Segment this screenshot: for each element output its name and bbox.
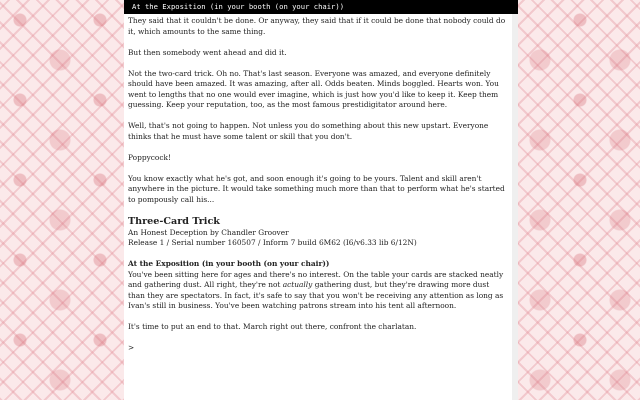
story-paragraph: But then somebody went ahead and did it. <box>128 47 287 57</box>
story-window[interactable] <box>124 14 518 400</box>
story-paragraph: Well, that's not going to happen. Not unless you do something about this new upstart. Everyone thinks that he must have some talent or skill that you don't. <box>128 121 489 141</box>
command-prompt[interactable] <box>128 343 508 354</box>
room-description-part: gathering dust, but they're drawing more dust than they are spectators. In fact, it's safe to say that you won't be receiving any attention as long as Ivan's still in business. You've been watching patrons stream into his tent all afternoon. <box>128 280 504 310</box>
game-byline: An Honest Deception by Chandler Groover <box>128 227 289 237</box>
story-paragraph: It's time to put an end to that. March right out there, confront the charlatan. <box>128 322 417 331</box>
story-paragraph: Poppycock! <box>128 152 171 162</box>
room-description <box>128 270 508 312</box>
game-title: Three-Card Trick <box>128 215 220 227</box>
room-description-part: You've been sitting here for ages and there's no interest. On the table your cards are stacked neatly and gathering dust. All right, they're not <box>128 269 504 289</box>
game-release-info: Release 1 / Serial number 160507 / Inform 7 build 6M62 (I6/v6.33 lib 6/12N) <box>128 238 417 247</box>
status-location: At the Exposition (in your booth (on your chair)) <box>132 2 345 11</box>
room-description-emphasis: actually <box>282 280 313 289</box>
prompt-symbol: > <box>128 343 135 352</box>
story-paragraph: They said that it couldn't be done. Or anyway, they said that if it could be done that nobody could do it, which amounts to the same thing. <box>128 16 506 36</box>
room-title: At the Exposition (in your booth (on your chair)) <box>128 259 330 268</box>
story-paragraph: Not the two-card trick. Oh no. That's last season. Everyone was amazed, and everyone definitely should have been amazed. It was amazing, after all. Odds beaten. Minds boggled. Hearts won. You went to lengths that no one would ever imagine, which is just how you'd like to keep it. Keep them guessing. Keep your reputation, too, as the most famous prestidigitator around here. <box>128 68 499 109</box>
status-bar <box>124 0 518 14</box>
scrollbar[interactable] <box>512 14 518 400</box>
story-paragraph: You know exactly what he's got, and soon enough it's going to be yours. Talent and skill aren't anywhere in the picture. It would take something much more than that to perform what he's started to pompously call his... <box>128 173 505 204</box>
